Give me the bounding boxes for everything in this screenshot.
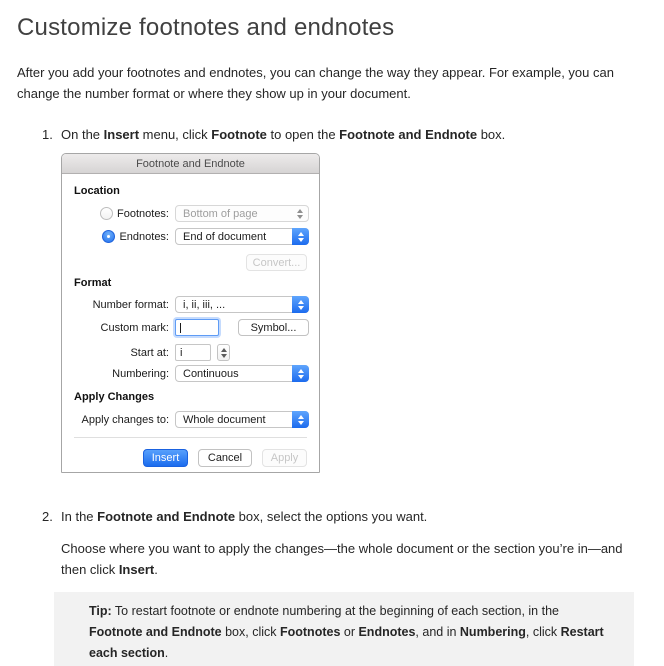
apply-changes-value: Whole document (183, 413, 266, 426)
chevron-down-icon (221, 354, 227, 358)
apply-changes-select[interactable] (175, 411, 309, 428)
tip-box (54, 592, 634, 666)
dialog-title: Footnote and Endnote (136, 157, 245, 170)
chevron-up-down-icon (292, 411, 309, 428)
symbol-button[interactable]: Symbol... (238, 319, 309, 336)
format-section-header: Format (74, 277, 112, 289)
apply-changes-label: Apply changes to: (81, 413, 169, 426)
numbering-row (62, 365, 319, 382)
custom-mark-label: Custom mark: (100, 321, 169, 334)
endnotes-location-select[interactable] (175, 228, 309, 245)
page-title: Customize footnotes and endnotes (17, 14, 395, 41)
endnotes-row (62, 228, 319, 245)
step-1-number: 1. (42, 127, 53, 142)
number-format-label: Number format: (92, 298, 169, 311)
start-at-value: i (180, 346, 183, 359)
numbering-label: Numbering: (112, 367, 169, 380)
apply-button: Apply (262, 449, 307, 467)
footnotes-location-value: Bottom of page (183, 207, 258, 220)
convert-button: Convert... (246, 254, 307, 271)
step-2-text: In the Footnote and Endnote box, select the options you want. (61, 509, 428, 524)
endnotes-location-value: End of document (183, 230, 267, 243)
endnotes-radio-label: Endnotes: (119, 230, 169, 243)
location-section-header: Location (74, 185, 120, 197)
start-at-stepper[interactable] (217, 344, 230, 361)
number-format-value: i, ii, iii, ... (183, 298, 226, 311)
custom-mark-input[interactable] (175, 319, 219, 336)
step-2 (42, 506, 664, 527)
step-1 (42, 124, 664, 145)
footnotes-row (62, 205, 319, 222)
chevron-up-down-icon (292, 296, 309, 313)
cancel-button[interactable]: Cancel (198, 449, 252, 467)
numbering-select[interactable] (175, 365, 309, 382)
intro-paragraph: After you add your footnotes and endnotes, you can change the way they appear. For example, you can change the number format or where they show up in your document. (17, 65, 614, 101)
number-format-row (62, 296, 319, 313)
start-at-row (62, 344, 319, 361)
chevron-up-down-icon (292, 228, 309, 245)
footnote-endnote-dialog (61, 153, 320, 473)
footnotes-radio-group[interactable] (62, 207, 169, 220)
custom-mark-row (62, 319, 319, 336)
radio-selected-icon[interactable] (102, 230, 115, 243)
chevron-up-icon (221, 348, 227, 352)
footnotes-location-select (175, 205, 309, 222)
start-at-label: Start at: (130, 346, 169, 359)
insert-button[interactable]: Insert (143, 449, 188, 467)
numbering-value: Continuous (183, 367, 239, 380)
step-1-text: On the Insert menu, click Footnote to open the Footnote and Endnote box. (61, 127, 506, 142)
dialog-titlebar (62, 154, 319, 174)
radio-unselected-icon[interactable] (100, 207, 113, 220)
step-2-number: 2. (42, 509, 53, 524)
footnotes-radio-label: Footnotes: (117, 207, 169, 220)
dialog-button-row (143, 449, 307, 467)
endnotes-radio-group[interactable] (62, 230, 169, 243)
dialog-separator (74, 437, 307, 438)
apply-changes-row (62, 411, 319, 428)
start-at-input[interactable] (175, 344, 211, 361)
step-2-paragraph: Choose where you want to apply the changes—the whole document or the section you’re in—and then click Insert. (61, 541, 623, 577)
tip-text: Tip: To restart footnote or endnote numbering at the beginning of each section, in the Footnote and Endnote box, click Footnotes or Endnotes, and in Numbering, click Restart each section. (89, 604, 604, 660)
apply-changes-section-header: Apply Changes (74, 391, 155, 403)
chevron-up-down-icon (292, 365, 309, 382)
text-caret (180, 323, 181, 333)
number-format-select[interactable] (175, 296, 309, 313)
chevron-up-down-icon (297, 206, 303, 221)
